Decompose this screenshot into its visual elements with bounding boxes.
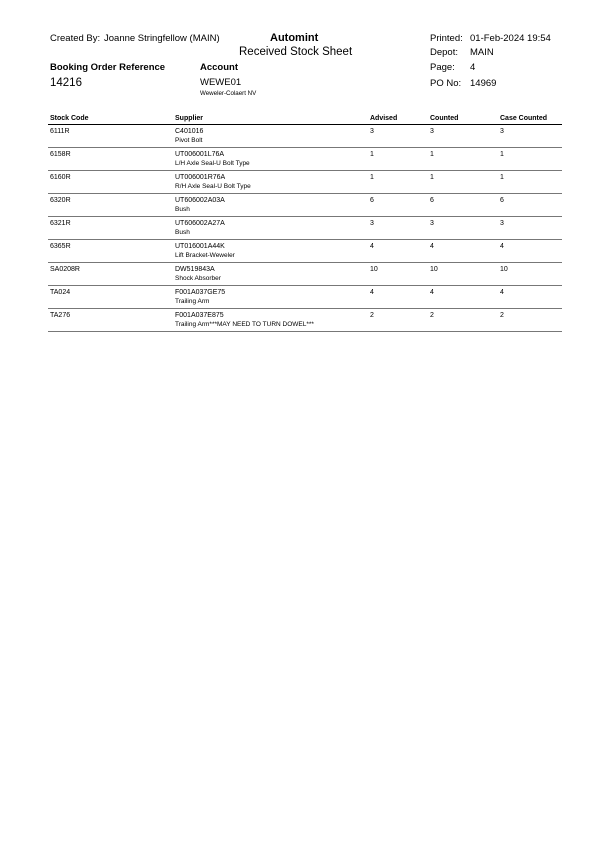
case-counted-cell: 10	[500, 266, 508, 273]
supplier-code-cell: UT006001L76A	[175, 151, 225, 158]
table-row	[48, 171, 562, 194]
supplier-description-cell: R/H Axle Seal-U Bolt Type	[175, 183, 251, 190]
supplier-description-cell: Lift Bracket-Weweler	[175, 252, 235, 259]
table-header-row	[48, 114, 562, 125]
page-number: 4	[470, 62, 476, 73]
advised-cell: 1	[370, 151, 374, 158]
counted-cell: 1	[430, 151, 434, 158]
booking-ref-label: Booking Order Reference	[50, 62, 166, 73]
printed-label: Printed:	[430, 33, 463, 44]
created-by-label: Created By:	[50, 33, 101, 44]
advised-cell: 1	[370, 174, 374, 181]
case-counted-cell: 4	[500, 243, 504, 250]
counted-cell: 10	[430, 266, 438, 273]
account-name: Weweler-Colaert NV	[200, 90, 257, 97]
table-row	[48, 286, 562, 309]
supplier-code-cell: C401016	[175, 128, 204, 135]
case-counted-cell: 1	[500, 151, 504, 158]
supplier-description-cell: Trailing Arm***MAY NEED TO TURN DOWEL***	[175, 321, 314, 328]
account-label: Account	[200, 62, 238, 73]
supplier-code-cell: UT606002A27A	[175, 220, 225, 227]
counted-cell: 1	[430, 174, 434, 181]
case-counted-cell: 3	[500, 128, 504, 135]
stock-code-cell: 6320R	[50, 197, 71, 204]
supplier-code-cell: UT006001R76A	[175, 174, 226, 181]
case-counted-cell: 3	[500, 220, 504, 227]
po-label: PO No:	[430, 78, 462, 89]
depot-label: Depot:	[430, 47, 458, 58]
supplier-code-cell: UT016001A44K	[175, 243, 225, 250]
col-advised: Advised	[370, 115, 398, 122]
table-row	[48, 309, 562, 332]
table-row	[48, 217, 562, 240]
table-row	[48, 263, 562, 286]
supplier-description-cell: Shock Absorber	[175, 275, 221, 282]
supplier-code-cell: DW519843A	[175, 266, 215, 273]
advised-cell: 10	[370, 266, 378, 273]
counted-cell: 4	[430, 243, 434, 250]
stock-code-cell: SA0208R	[50, 266, 80, 273]
stock-code-cell: TA276	[50, 312, 71, 319]
table-row	[48, 240, 562, 263]
case-counted-cell: 6	[500, 197, 504, 204]
advised-cell: 3	[370, 128, 374, 135]
supplier-description-cell: Pivot Bolt	[175, 137, 203, 144]
printed-value: 01-Feb-2024 19:54	[470, 33, 551, 44]
stock-code-cell: TA024	[50, 289, 71, 296]
stock-code-cell: 6158R	[50, 151, 71, 158]
page-title: Received Stock Sheet	[239, 46, 353, 58]
advised-cell: 6	[370, 197, 374, 204]
advised-cell: 3	[370, 220, 374, 227]
table-row	[48, 148, 562, 171]
case-counted-cell: 4	[500, 289, 504, 296]
case-counted-cell: 1	[500, 174, 504, 181]
counted-cell: 3	[430, 220, 434, 227]
supplier-code-cell: F001A037E875	[175, 312, 224, 319]
col-supplier: Supplier	[175, 115, 204, 122]
stock-code-cell: 6321R	[50, 220, 71, 227]
col-stock-code: Stock Code	[50, 115, 89, 122]
table-body	[48, 125, 562, 332]
depot-value: MAIN	[470, 47, 494, 58]
booking-ref-value: 14216	[50, 77, 82, 89]
table-row	[48, 194, 562, 217]
counted-cell: 3	[430, 128, 434, 135]
supplier-description-cell: Bush	[175, 206, 190, 213]
company-name: Automint	[270, 32, 319, 44]
account-code: WEWE01	[200, 77, 242, 88]
stock-code-cell: 6160R	[50, 174, 71, 181]
created-by-value: Joanne Stringfellow (MAIN)	[104, 33, 220, 44]
counted-cell: 4	[430, 289, 434, 296]
supplier-description-cell: Bush	[175, 229, 190, 236]
stock-code-cell: 6111R	[50, 128, 70, 135]
case-counted-cell: 2	[500, 312, 504, 319]
col-counted: Counted	[430, 115, 459, 122]
supplier-description-cell: L/H Axle Seal-U Bolt Type	[175, 160, 250, 167]
advised-cell: 2	[370, 312, 374, 319]
supplier-code-cell: F001A037GE75	[175, 289, 226, 296]
table-row	[48, 125, 562, 148]
advised-cell: 4	[370, 243, 374, 250]
counted-cell: 2	[430, 312, 434, 319]
page-label: Page:	[430, 62, 455, 73]
supplier-code-cell: UT606002A03A	[175, 197, 225, 204]
po-number: 14969	[470, 78, 497, 89]
counted-cell: 6	[430, 197, 434, 204]
stock-code-cell: 6365R	[50, 243, 71, 250]
supplier-description-cell: Trailing Arm	[175, 298, 210, 305]
stock-table	[48, 114, 562, 332]
col-case-counted: Case Counted	[500, 115, 548, 122]
advised-cell: 4	[370, 289, 374, 296]
